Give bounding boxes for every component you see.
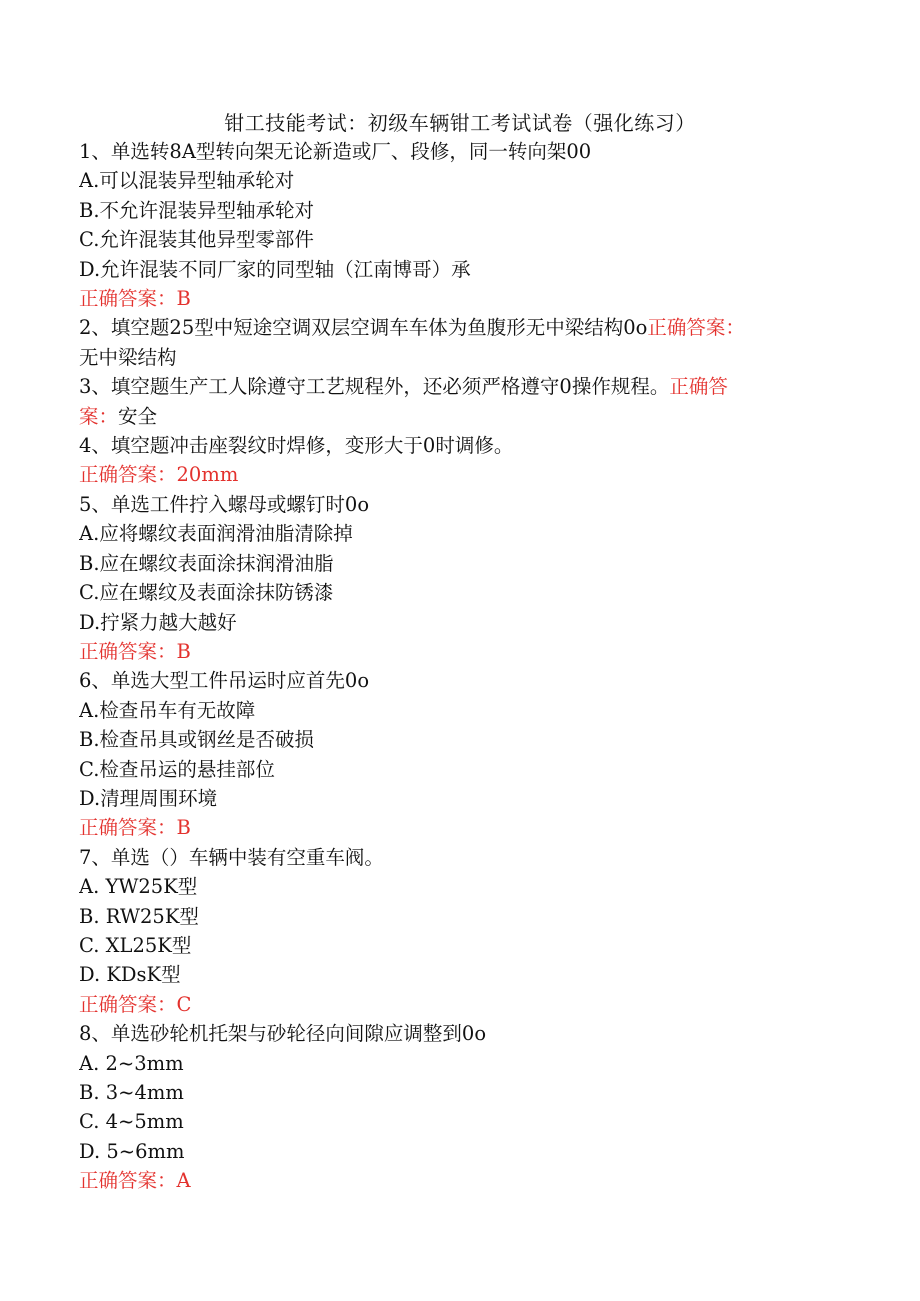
answer-option: B. 3~4mm [79,1081,184,1104]
answer-option: B. RW25K型 [79,904,199,928]
question-text: 4、填空题冲击座裂纹时焊修，变形大于0时调修。 [79,434,514,458]
answer-option: C.允许混装其他异型零部件 [79,228,314,252]
answer-option: C.应在螺纹及表面涂抹防锈漆 [79,581,334,605]
question-text: 2、填空题25型中短途空调双层空调车车体为鱼腹形无中梁结构0o [79,316,648,340]
correct-answer-label: 正确答案： [79,816,177,840]
correct-answer-line [79,460,819,489]
answer-option: D.清理周围环境 [79,786,218,810]
correct-answer-value: 20mm [176,463,239,487]
answer-option: D.拧紧力越大越好 [79,610,237,634]
correct-answer-line [79,284,819,313]
correct-answer-line [79,813,819,842]
correct-answer-value: B [176,287,191,311]
question-text: 6、单选大型工件吊运时应首先0o [79,669,370,693]
correct-answer-line [79,402,819,431]
correct-answer-value: A [176,1169,191,1193]
question-text: 1、单选转8A型转向架无论新造或厂、段修，同一转向架00 [79,140,592,163]
correct-answer-label: 正确答 [669,375,728,399]
correct-answer-label: 正确答案： [79,463,177,487]
answer-option: A. YW25K型 [79,875,198,899]
correct-answer-value: B [176,816,191,840]
question-text: 5、单选工件拧入螺母或螺钉时0o [79,492,370,516]
correct-answer-line [79,990,819,1019]
question-list [79,137,819,1196]
answer-option: A.应将螺纹表面润滑油脂清除掉 [79,522,353,546]
correct-answer-line [79,637,819,666]
correct-answer-line [79,1166,819,1195]
answer-option: B.应在螺纹表面涂抹润滑油脂 [79,551,334,575]
correct-answer-value: B [176,639,191,663]
answer-option: A.检查吊车有无故障 [79,698,256,722]
answer-option: C. 4~5mm [79,1110,184,1134]
correct-answer-label: 正确答案： [79,639,177,663]
correct-answer-label: 正确答案： [79,1169,177,1193]
answer-option: C. XL25K型 [79,933,192,957]
question-with-answer-label [79,372,819,401]
answer-option: A.可以混装异型轴承轮对 [79,169,295,193]
question-text: 8、单选砂轮机托架与砂轮径向间隙应调整到0o [79,1022,487,1046]
answer-option: C.检查吊运的悬挂部位 [79,757,275,781]
answer-option: D. 5~6mm [79,1139,185,1163]
correct-answer-label: 正确答案： [79,287,177,311]
answer-option: B.检查吊具或钢丝是否破损 [79,728,315,752]
answer-option: D.允许混装不同厂家的同型轴（江南博哥）承 [79,257,471,281]
question-with-answer-label [79,313,819,342]
answer-option: A. 2~3mm [79,1051,184,1075]
question-text: 3、填空题生产工人除遵守工艺规程外，还必须严格遵守0操作规程。 [79,375,670,399]
question-text: 7、单选（）车辆中装有空重车阀。 [79,845,384,869]
document-title: 钳工技能考试：初级车辆钳工考试试卷（强化练习） [224,111,696,135]
correct-answer-value: 无中梁结构 [79,345,177,369]
correct-answer-label: 正确答案： [79,992,177,1016]
correct-answer-value: 安全 [118,404,158,428]
correct-answer-value: C [176,992,192,1016]
answer-option: D. KDsK型 [79,963,181,987]
answer-option: B.不允许混装异型轴承轮对 [79,198,315,222]
correct-answer-label: 案： [79,404,119,428]
correct-answer-label: 正确答案： [647,316,745,340]
